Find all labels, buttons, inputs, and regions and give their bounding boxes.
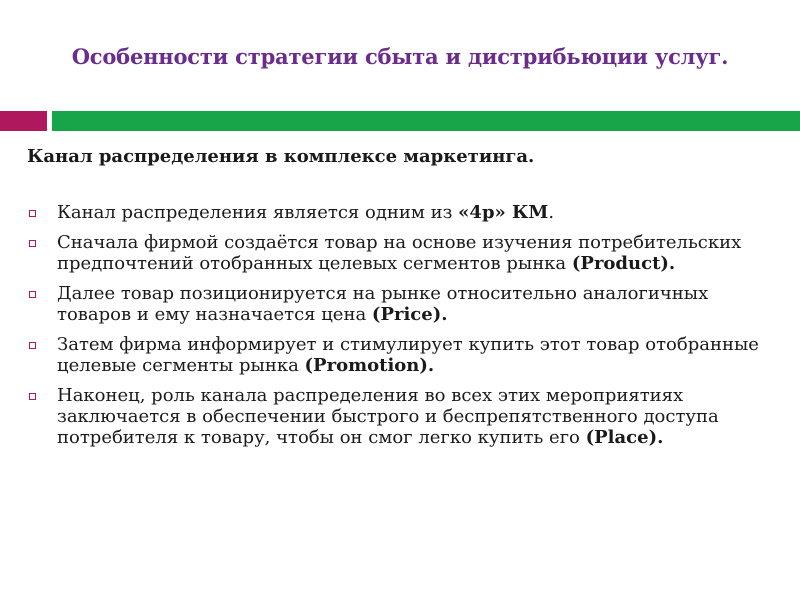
list-item: [27, 283, 787, 325]
item-text: Наконец, роль канала распределения во всех этих мероприятиях заключается в обеспечении быстрого и беспрепятственного доступа потребителя к товару, чтобы он смог легко купить его: [57, 385, 719, 448]
bullet-list: [27, 202, 787, 457]
accent-bar-right: [52, 111, 800, 131]
item-text: Далее товар позиционируется на рынке относительно аналогичных товаров и ему назначается цена: [57, 283, 709, 325]
item-text: Затем фирма информирует и стимулирует купить этот товар отобранные целевые сегменты рынка: [57, 334, 759, 376]
section-heading: Канал распределения в комплексе маркетинга.: [27, 146, 535, 167]
square-bullet-icon: [29, 210, 36, 217]
slide-title: Особенности стратегии сбыта и дистрибьюции услуг.: [71, 44, 729, 69]
square-bullet-icon: [29, 393, 36, 400]
item-bold: (Price).: [371, 304, 448, 325]
item-tail: .: [548, 202, 555, 223]
list-item: [27, 334, 787, 376]
list-item: [27, 202, 787, 223]
item-bold: (Promotion).: [304, 355, 435, 376]
item-text: Канал распределения является одним из: [57, 202, 459, 223]
square-bullet-icon: [29, 291, 36, 298]
square-bullet-icon: [29, 342, 36, 349]
item-bold: «4р» КМ: [458, 202, 549, 223]
list-item: [27, 385, 787, 448]
list-item: [27, 232, 787, 274]
item-bold: (Product).: [571, 253, 676, 274]
item-bold: (Place).: [585, 427, 664, 448]
item-text: Сначала фирмой создаётся товар на основе изучения потребительских предпочтений отобранных целевых сегментов рынка: [57, 232, 742, 274]
accent-bar-left: [0, 111, 47, 131]
square-bullet-icon: [29, 240, 36, 247]
